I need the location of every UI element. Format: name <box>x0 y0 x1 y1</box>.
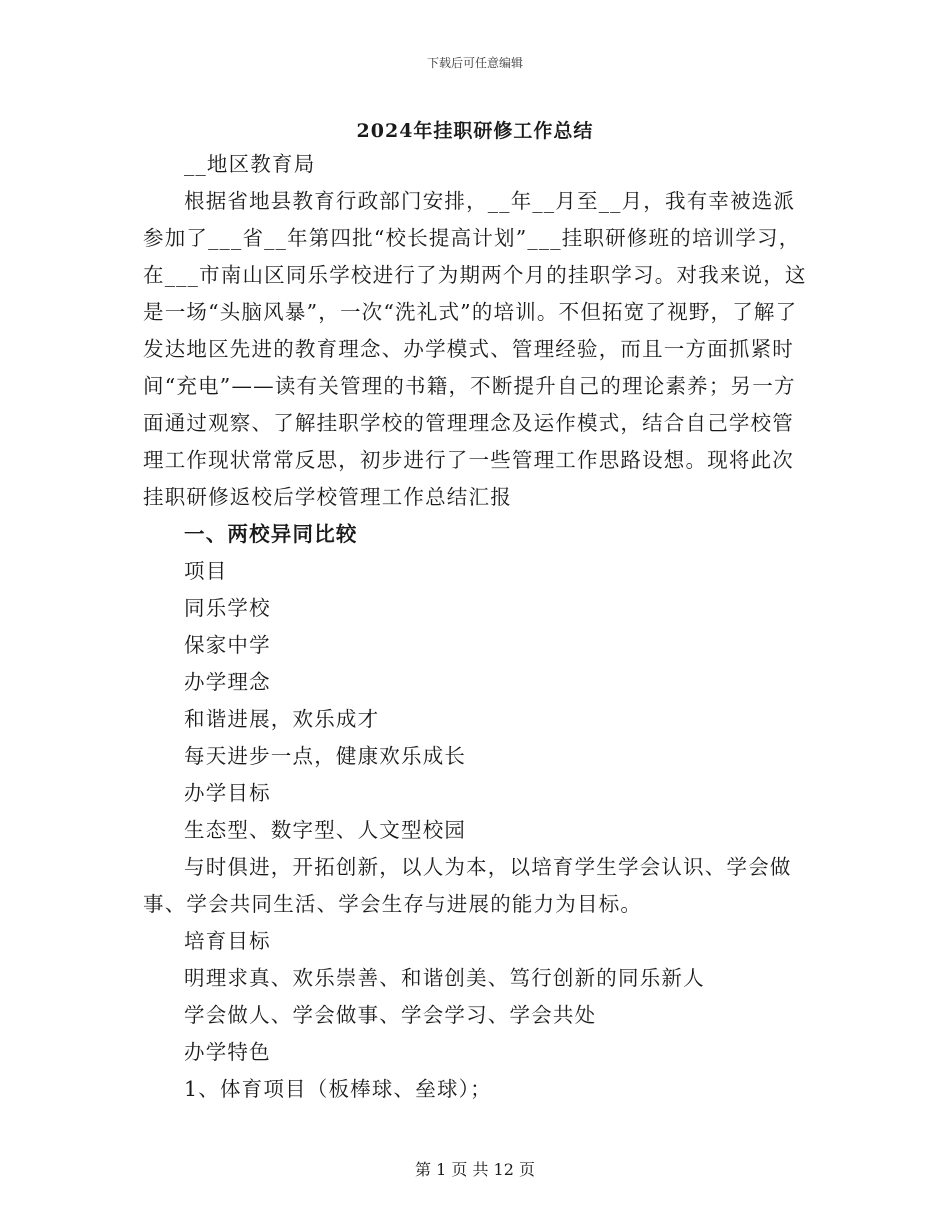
intro-paragraph: 根据省地县教育行政部门安排，__年__月至__月，我有幸被选派参加了___省__年第四批“校长提高计划”___挂职研修班的培训学习，在___市南山区同乐学校进行了为期两个月的挂职学习。对我来说，这是一场“头脑风暴”，一次“洗礼式”的培训。不但拓宽了视野，了解了发达地区先进的教育理念、办学模式、管理经验，而且一方面抓紧时间“充电”——读有关管理的书籍，不断提升自己的理论素养；另一方面通过观察、了解挂职学校的管理理念及运作模式，结合自己学校管理工作现状常常反思，初步进行了一些管理工作思路设想。现将此次挂职研修返校后学校管理工作总结汇报 <box>143 189 807 509</box>
document-title: 2024年挂职研修工作总结 <box>356 120 594 142</box>
text-line: 同乐学校 <box>184 596 271 620</box>
page-number: 第 1 页 共 12 页 <box>415 1160 535 1179</box>
header-note: 下载后可任意编辑 <box>426 56 523 70</box>
text-line: 培育目标 <box>184 929 271 953</box>
text-paragraph: 与时俱进，开拓创新，以人为本，以培育学生学会认识、学会做事、学会共同生活、学会生存与进展的能力为目标。 <box>143 855 792 916</box>
text-line: 办学目标 <box>184 781 271 805</box>
document-body <box>143 146 808 1108</box>
text-line: 保家中学 <box>184 633 271 657</box>
addressee-line: __地区教育局 <box>184 152 316 176</box>
text-line: 明理求真、欢乐崇善、和谐创美、笃行创新的同乐新人 <box>184 966 705 990</box>
text-line: 办学理念 <box>184 670 271 694</box>
text-line: 生态型、数字型、人文型校园 <box>184 818 467 842</box>
text-line: 1、体育项目（板棒球、垒球）； <box>184 1077 492 1101</box>
text-line: 学会做人、学会做事、学会学习、学会共处 <box>184 1003 597 1027</box>
section-heading: 一、两校异同比较 <box>184 522 358 546</box>
text-line: 和谐进展，欢乐成才 <box>184 707 380 731</box>
text-line: 项目 <box>184 559 228 583</box>
text-line: 办学特色 <box>184 1040 271 1064</box>
text-line: 每天进步一点，健康欢乐成长 <box>184 744 467 768</box>
